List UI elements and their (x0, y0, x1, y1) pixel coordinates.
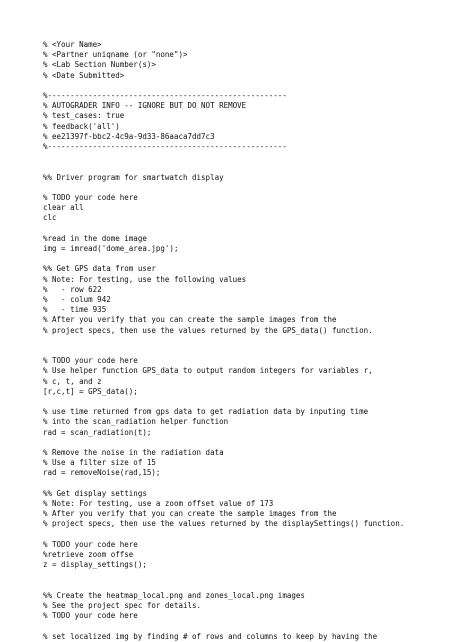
code-line: % After you verify that you can create the sample images from the (43, 509, 337, 519)
code-line: % project specs, then use the values returned by the GPS_data() function. (43, 325, 373, 335)
code-line: % Remove the noise in the radiation data (43, 447, 224, 457)
code-line: %% Create the heatmap_local.png and zones_local.png images (43, 590, 305, 600)
code-line (43, 438, 404, 448)
code-line (43, 570, 404, 580)
code-line: % project specs, then use the values returned by the displaySettings() function. (43, 519, 405, 529)
code-line: % feedback('all') (43, 121, 120, 131)
code-line: % set localized img by finding # of rows and columns to keep by having the (43, 631, 378, 641)
code-line: % <Lab Section Number(s)> (43, 60, 156, 70)
code-line: % Note: For testing, use a zoom offset value of 173 (43, 498, 274, 508)
code-line: % - colum 942 (43, 294, 111, 304)
code-line: %read in the dome image (43, 233, 147, 243)
code-line (43, 81, 404, 91)
code-line (43, 162, 404, 172)
code-line: img = imread('dome_area.jpg'); (43, 243, 179, 253)
code-line: %----------------------------------------------------- (43, 91, 287, 100)
code-line: % Note: For testing, use the following values (43, 274, 247, 284)
code-line: % c, t, and z (43, 376, 102, 386)
code-line: % ee21397f-bbc2-4c9a-9d33-86aaca7dd7c3 (43, 131, 215, 141)
code-line: % test_cases: true (43, 111, 125, 121)
code-line (43, 336, 404, 346)
code-line (43, 346, 404, 356)
code-line: %----------------------------------------------------- (43, 142, 287, 152)
code-line: % TODO your code here (43, 539, 138, 549)
code-line: % TODO your code here (43, 192, 138, 202)
code-line: % <Partner uniqname (or "none")> (43, 50, 188, 60)
code-line: clc (43, 213, 57, 223)
code-line: % use time returned from gps data to get radiation data by inputing time (43, 407, 369, 417)
code-line: clear all (43, 203, 84, 213)
code-line: [r,c,t] = GPS_data(); (43, 386, 138, 396)
code-line: z = display_settings(); (43, 560, 147, 570)
code-line (43, 479, 404, 489)
code-line: %retrieve zoom offse (43, 549, 134, 559)
code-line (43, 152, 404, 162)
code-line: %% Get display settings (43, 488, 147, 498)
code-line: rad = removeNoise(rad,15); (43, 468, 161, 478)
code-line: %% Get GPS data from user (43, 264, 156, 274)
code-listing (43, 40, 404, 642)
code-line: % <Date Submitted> (43, 70, 125, 80)
code-line: % into the scan_radiation helper function (43, 417, 229, 427)
code-line (43, 254, 404, 264)
code-line (43, 581, 404, 591)
code-line (43, 183, 404, 193)
code-line: % After you verify that you can create the sample images from the (43, 315, 337, 325)
code-line: % AUTOGRADER INFO -- IGNORE BUT DO NOT REMOVE (43, 101, 247, 111)
code-line (43, 621, 404, 631)
code-line: % - row 622 (43, 284, 102, 294)
code-line: % See the project spec for details. (43, 600, 202, 610)
code-line (43, 397, 404, 407)
code-line (43, 224, 404, 234)
code-line: %% Driver program for smartwatch display (43, 172, 224, 182)
code-line: % Use helper function GPS_data to output random integers for variables r, (43, 366, 373, 376)
code-line: rad = scan_radiation(t); (43, 427, 152, 437)
code-line: % TODO your code here (43, 356, 138, 366)
code-line: % Use a filter size of 15 (43, 458, 156, 468)
code-line: % - time 935 (43, 305, 107, 315)
code-line (43, 530, 404, 540)
code-line: % TODO your code here (43, 611, 138, 621)
code-line: % <Your Name> (43, 40, 102, 49)
